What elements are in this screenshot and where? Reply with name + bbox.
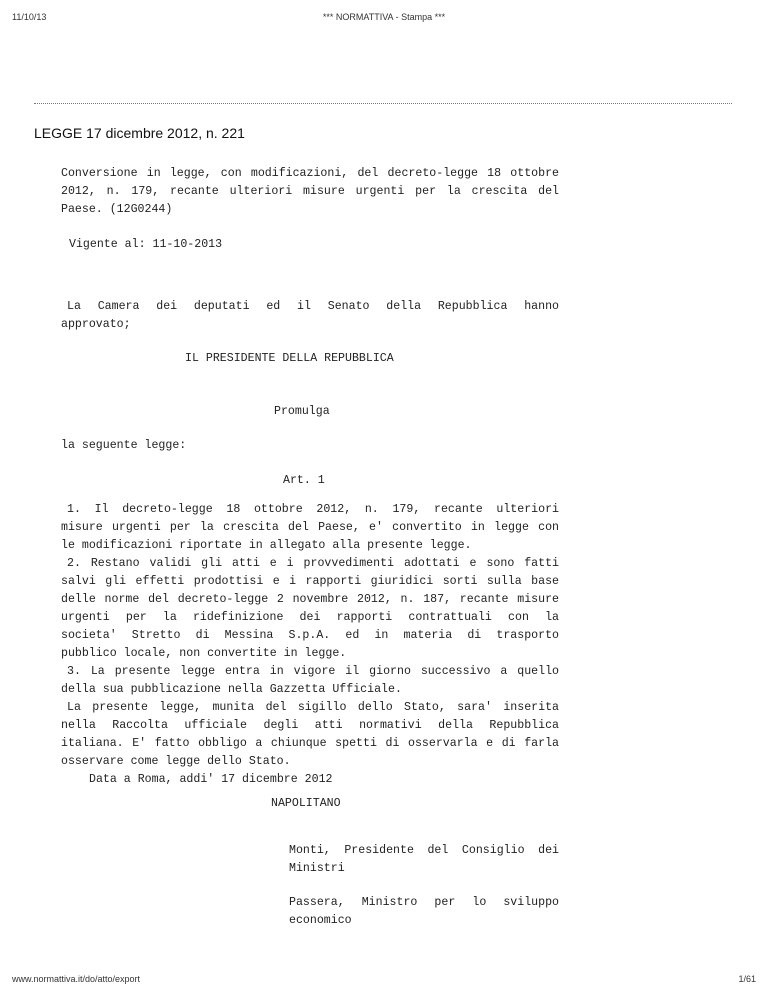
signer-monti [289,842,559,878]
print-footer-url: www.normattiva.it/do/atto/export [12,974,141,984]
text-line: le modificazioni riportate in allegato alla presente legge. [61,539,472,552]
text-line: economico [289,914,352,927]
law-summary [61,165,559,219]
text-line: societa' Stretto di Messina S.p.A. ed in materia di trasporto [61,629,559,642]
text-line: approvato; [61,318,131,331]
text-line: salvi gli effetti prodottisi e i rapporti giuridici sorti sulla base [61,575,559,588]
signer-napolitano: NAPOLITANO [271,797,341,810]
text-line: 1. Il decreto-legge 18 ottobre 2012, n. 179, recante ulteriori [67,503,559,516]
text-line: 2012, n. 179, recante ulteriori misure urgenti per la crescita del [61,185,559,198]
vigente-date: Vigente al: 11-10-2013 [69,238,223,251]
text-line: misure urgenti per la crescita del Paese, e' convertito in legge con [61,521,559,534]
date-place: Data a Roma, addi' 17 dicembre 2012 [89,773,333,786]
text-line: della sua pubblicazione nella Gazzetta Ufficiale. [61,683,402,696]
text-line: Monti, Presidente del Consiglio dei [289,844,559,857]
text-line: pubblico locale, non convertite in legge. [61,647,347,660]
text-line: Conversione in legge, con modificazioni, del decreto-legge 18 ottobre [61,167,559,180]
law-title: LEGGE 17 dicembre 2012, n. 221 [34,125,245,141]
print-footer-page: 1/61 [738,974,756,984]
text-line: nella Raccolta ufficiale degli atti normativi della Repubblica [61,719,559,732]
print-date: 11/10/13 [12,12,47,22]
text-line: italiana. E' fatto obbligo a chiunque spetti di osservarla e di farla [61,737,559,750]
text-line: delle norme del decreto-legge 2 novembre 2012, n. 187, recante misure [61,593,559,606]
text-line: urgenti per la ridefinizione dei rapporti contrattuali con la [61,611,559,624]
article-heading: Art. 1 [283,474,325,487]
president-heading: IL PRESIDENTE DELLA REPUBBLICA [185,352,394,365]
text-line: 3. La presente legge entra in vigore il giorno successivo a quello [67,665,559,678]
text-line: Passera, Ministro per lo sviluppo [289,896,559,909]
separator-rule [34,103,732,104]
text-line: 2. Restano validi gli atti e i provvedimenti adottati e sono fatti [67,557,559,570]
intro-text: la seguente legge: [61,439,187,452]
promulga-heading: Promulga [274,405,330,418]
article-body [61,501,559,789]
text-line: La Camera dei deputati ed il Senato della Repubblica hanno [67,300,559,313]
text-line: La presente legge, munita del sigillo dello Stato, sara' inserita [67,701,559,714]
preamble [61,298,559,334]
text-line: osservare come legge dello Stato. [61,755,291,768]
print-header-title: *** NORMATTIVA - Stampa *** [322,12,446,22]
text-line: Paese. (12G0244) [61,203,173,216]
text-line: Ministri [289,862,345,875]
signer-passera [289,894,559,930]
